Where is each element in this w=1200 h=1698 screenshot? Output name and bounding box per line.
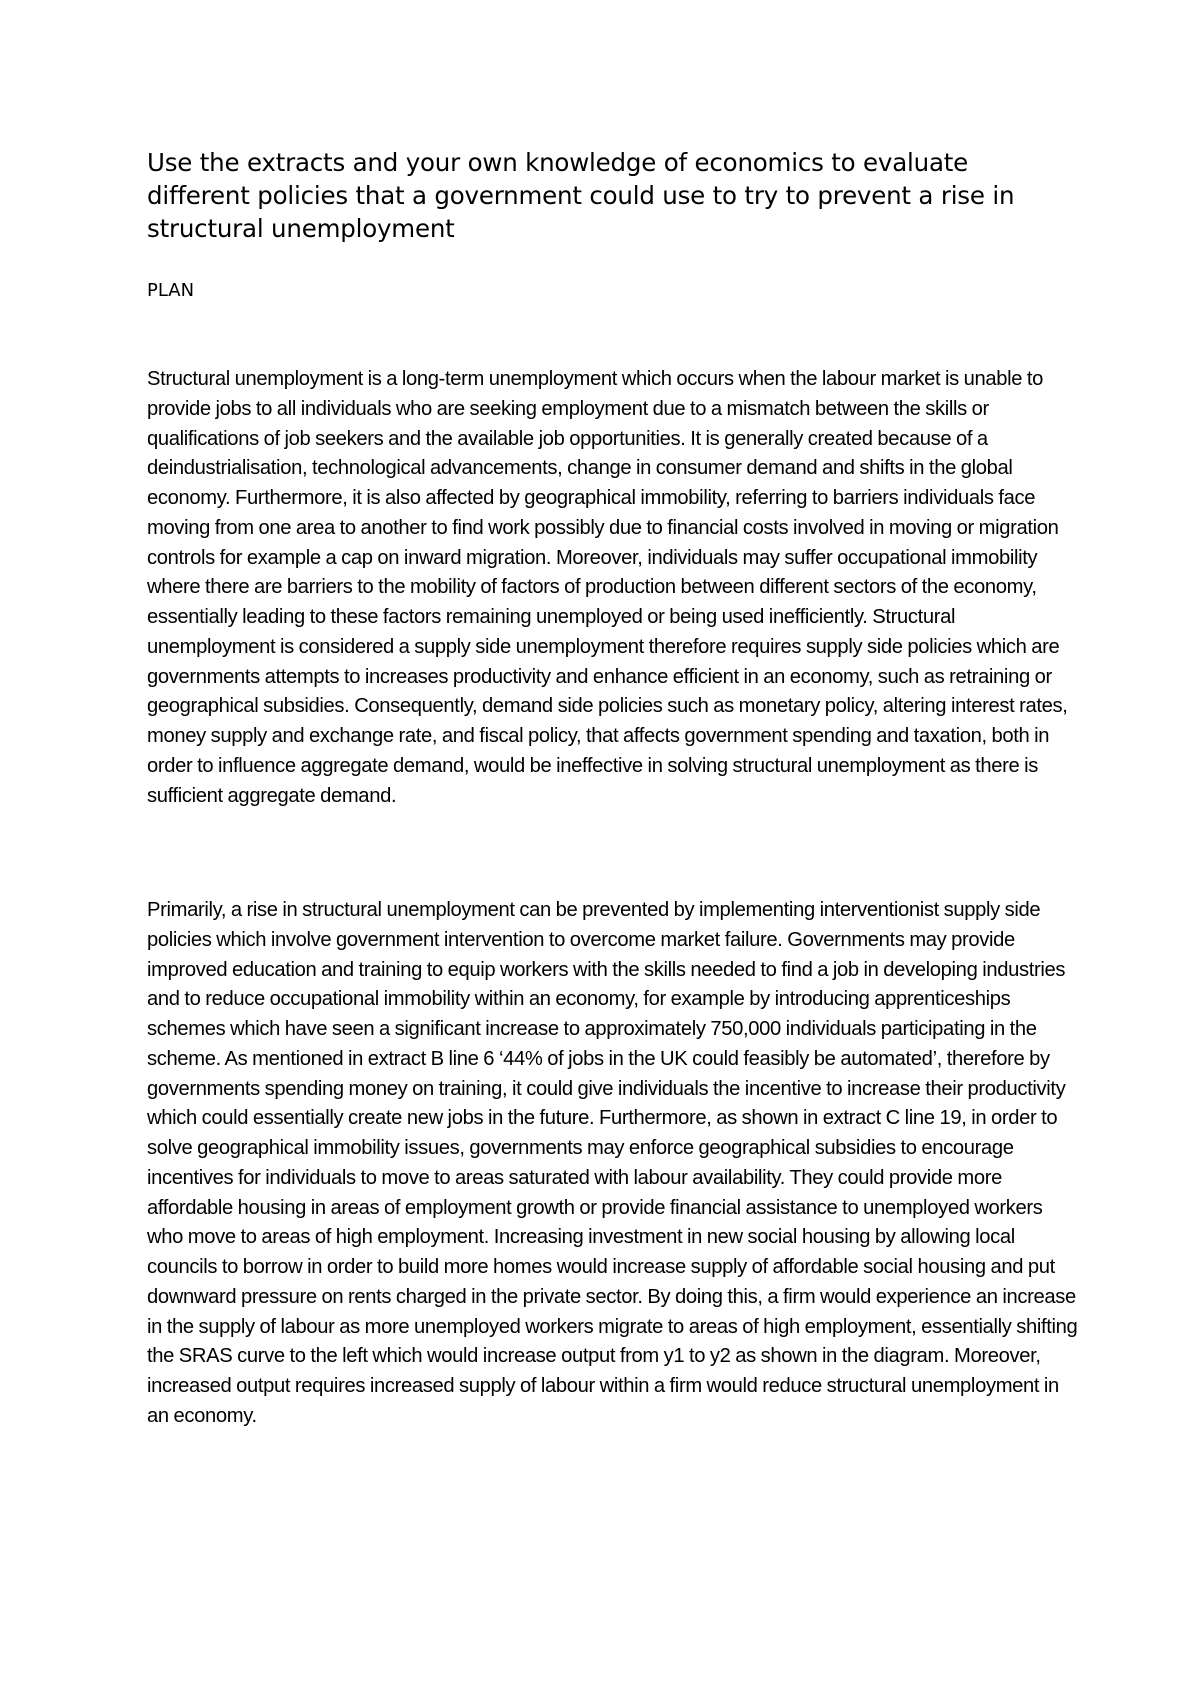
paragraph-introduction: Structural unemployment is a long-term unemployment which occurs when the labour market is unable to provide jobs to all individuals who are seeking employment due to a mismatch between the skills or qualifications of job seekers and the available job opportunities. It is generally created because of a deindustrialisation, technological advancements, change in consumer demand and shifts in the global economy. Furthermore, it is also affected by geographical immobility, referring to barriers individuals face moving from one area to another to find work possibly due to financial costs involved in moving or migration controls for example a cap on inward migration. Moreover, individuals may suffer occupational immobility where there are barriers to the mobility of factors of production between different sectors of the economy, essentially leading to these factors remaining unemployed or being used inefficiently. Structural unemployment is considered a supply side unemployment therefore requires supply side policies which are governments attempts to increases productivity and enhance efficient in an economy, such as retraining or geographical subsidies. Consequently, demand side policies such as monetary policy, altering interest rates, money supply and exchange rate, and fiscal policy, that affects government spending and taxation, both in order to influence aggregate demand, would be ineffective in solving structural unemployment as there is sufficient aggregate demand. [147,368,1068,807]
paragraph-supply-side-policies: Primarily, a rise in structural unemployment can be prevented by implementing interventionist supply side policies which involve government intervention to overcome market failure. Governments may provide improved education and training to equip workers with the skills needed to find a job in developing industries and to reduce occupational immobility within an economy, for example by introducing apprenticeships schemes which have seen a significant increase to approximately 750,000 individuals participating in the scheme. As mentioned in extract B line 6 ‘44% of jobs in the UK could feasibly be automated’, therefore by governments spending money on training, it could give individuals the incentive to increase their productivity which could essentially create new jobs in the future. Furthermore, as shown in extract C line 19, in order to solve geographical immobility issues, governments may enforce geographical subsidies to encourage incentives for individuals to move to areas saturated with labour availability. They could provide more affordable housing in areas of employment growth or provide financial assistance to unemployed workers who move to areas of high employment. Increasing investment in new social housing by allowing local councils to borrow in order to build more homes would increase supply of affordable social housing and put downward pressure on rents charged in the private sector. By doing this, a firm would experience an increase in the supply of labour as more unemployed workers migrate to areas of high employment, essentially shifting the SRAS curve to the left which would increase output from y1 to y2 as shown in the diagram. Moreover, increased output requires increased supply of labour within a firm would reduce structural unemployment in an economy. [147,899,1078,1427]
essay-question-heading: Use the extracts and your own knowledge of economics to evaluate different policies that a government could use to try to prevent a rise in structural unemployment [147,148,1015,243]
plan-label: PLAN [147,280,195,301]
